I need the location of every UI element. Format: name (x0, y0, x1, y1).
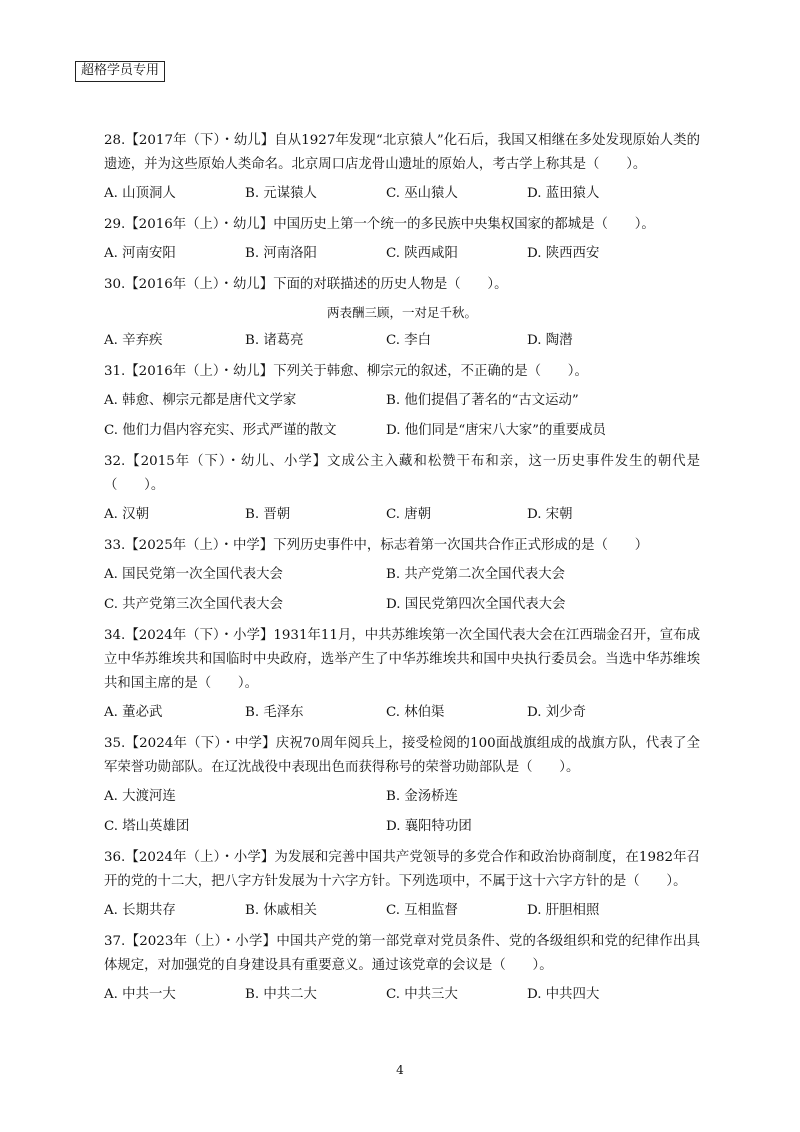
option-c[interactable]: C. 互相监督 (386, 903, 458, 918)
question-stem: 28.【2017年（下）・幼儿】自从1927年发现“北京猿人”化石后，我国又相继在多处发现原始人类的遗迹，并为这些原始人类命名。北京周口店龙骨山遗址的原始人，考古学上称其是（ ）。 (104, 133, 700, 172)
option-c[interactable]: C. 李白 (386, 333, 432, 348)
option-a[interactable]: A. 中共一大 (104, 987, 176, 1002)
option-c[interactable]: C. 陕西咸阳 (386, 246, 458, 261)
question-31 (104, 360, 700, 443)
option-a[interactable]: A. 国民党第一次全国代表大会 (104, 567, 283, 582)
options (104, 701, 700, 725)
option-d[interactable]: D. 肝胆相照 (527, 903, 600, 918)
question-36 (104, 846, 700, 923)
option-a[interactable]: A. 辛弃疾 (104, 333, 163, 348)
options (104, 182, 700, 206)
couplet-quote: 两表酬三顾，一对足千秋。 (326, 305, 477, 320)
options (104, 329, 700, 353)
question-stem: 29.【2016年（上）・幼儿】中国历史上第一个统一的多民族中央集权国家的都城是（ ）。 (104, 217, 655, 232)
question-list (104, 129, 700, 1014)
options (104, 899, 700, 923)
option-b[interactable]: B. 河南洛阳 (245, 246, 317, 261)
option-b[interactable]: B. 共产党第二次全国代表大会 (386, 567, 566, 582)
question-29 (104, 213, 700, 266)
question-stem: 30.【2016年（上）・幼儿】下面的对联描述的历史人物是（ ）。 (104, 277, 508, 292)
options (104, 242, 700, 266)
option-b[interactable]: B. 中共二大 (245, 987, 317, 1002)
option-c[interactable]: C. 唐朝 (386, 507, 432, 522)
options (104, 785, 700, 839)
option-b[interactable]: B. 元谋猿人 (245, 186, 317, 201)
option-a[interactable]: A. 长期共存 (104, 903, 176, 918)
option-c[interactable]: C. 塔山英雄团 (104, 819, 190, 834)
question-stem: 36.【2024年（上）・小学】为发展和完善中国共产党领导的多党合作和政治协商制度，在1982年召开的党的十二大，把八字方针发展为十六字方针。下列选项中，不属于这十六字方针的是（ ）。 (104, 850, 700, 889)
option-b[interactable]: B. 休戚相关 (245, 903, 317, 918)
page-number: 4 (396, 1063, 404, 1077)
options (104, 983, 700, 1007)
option-c[interactable]: C. 巫山猿人 (386, 186, 458, 201)
option-d[interactable]: D. 中共四大 (527, 987, 600, 1002)
question-30 (104, 273, 700, 353)
option-d[interactable]: D. 陕西西安 (527, 246, 600, 261)
option-d[interactable]: D. 蓝田猿人 (527, 186, 600, 201)
question-stem: 35.【2024年（下）・中学】庆祝70周年阅兵上，接受检阅的100面战旗组成的战旗方队，代表了全军荣誉功勋部队。在辽沈战役中表现出色而获得称号的荣誉功勋部队是（ ）。 (104, 736, 700, 775)
option-d[interactable]: D. 刘少奇 (527, 705, 586, 720)
option-a[interactable]: A. 大渡河连 (104, 789, 176, 804)
question-stem: 31.【2016年（上）・幼儿】下列关于韩愈、柳宗元的叙述，不正确的是（ ）。 (104, 364, 588, 379)
exclusive-tag: 超格学员专用 (75, 61, 165, 82)
option-b[interactable]: B. 金汤桥连 (386, 789, 458, 804)
question-37 (104, 930, 700, 1007)
option-a[interactable]: A. 韩愈、柳宗元都是唐代文学家 (104, 393, 297, 408)
question-32 (104, 450, 700, 527)
option-c[interactable]: C. 林伯渠 (386, 705, 445, 720)
question-28 (104, 129, 700, 206)
option-a[interactable]: A. 山顶洞人 (104, 186, 176, 201)
option-a[interactable]: A. 董必武 (104, 705, 163, 720)
question-stem: 32.【2015年（下）・幼儿、小学】文成公主入藏和松赞干布和亲，这一历史事件发生的朝代是（ ）。 (104, 454, 700, 493)
option-a[interactable]: A. 汉朝 (104, 507, 149, 522)
option-c[interactable]: C. 中共三大 (386, 987, 458, 1002)
question-35 (104, 732, 700, 839)
option-d[interactable]: D. 他们同是“唐宋八大家”的重要成员 (386, 423, 606, 438)
option-a[interactable]: A. 河南安阳 (104, 246, 176, 261)
option-b[interactable]: B. 诸葛亮 (245, 333, 304, 348)
question-33 (104, 534, 700, 617)
options (104, 389, 700, 443)
options (104, 503, 700, 527)
question-stem: 37.【2023年（上）・小学】中国共产党的第一部党章对党员条件、党的各级组织和党的纪律作出具体规定，对加强党的自身建设具有重要意义。通过该党章的会议是（ ）。 (104, 934, 700, 973)
option-b[interactable]: B. 他们提倡了著名的“古文运动” (386, 393, 579, 408)
option-b[interactable]: B. 毛泽东 (245, 705, 304, 720)
question-stem: 34.【2024年（下）・小学】1931年11月，中共苏维埃第一次全国代表大会在江西瑞金召开，宣布成立中华苏维埃共和国临时中央政府，选举产生了中华苏维埃共和国中央执行委员会。当选中华苏维埃共和国主席的是（ ）。 (104, 628, 700, 691)
option-c[interactable]: C. 他们力倡内容充实、形式严谨的散文 (104, 423, 337, 438)
question-stem: 33.【2025年（上）・中学】下列历史事件中，标志着第一次国共合作正式形成的是（ ） (104, 538, 649, 553)
options (104, 563, 700, 617)
option-d[interactable]: D. 宋朝 (527, 507, 573, 522)
option-d[interactable]: D. 陶潜 (527, 333, 573, 348)
option-c[interactable]: C. 共产党第三次全国代表大会 (104, 597, 283, 612)
option-d[interactable]: D. 襄阳特功团 (386, 819, 472, 834)
option-b[interactable]: B. 晋朝 (245, 507, 291, 522)
question-34 (104, 624, 700, 725)
option-d[interactable]: D. 国民党第四次全国代表大会 (386, 597, 566, 612)
